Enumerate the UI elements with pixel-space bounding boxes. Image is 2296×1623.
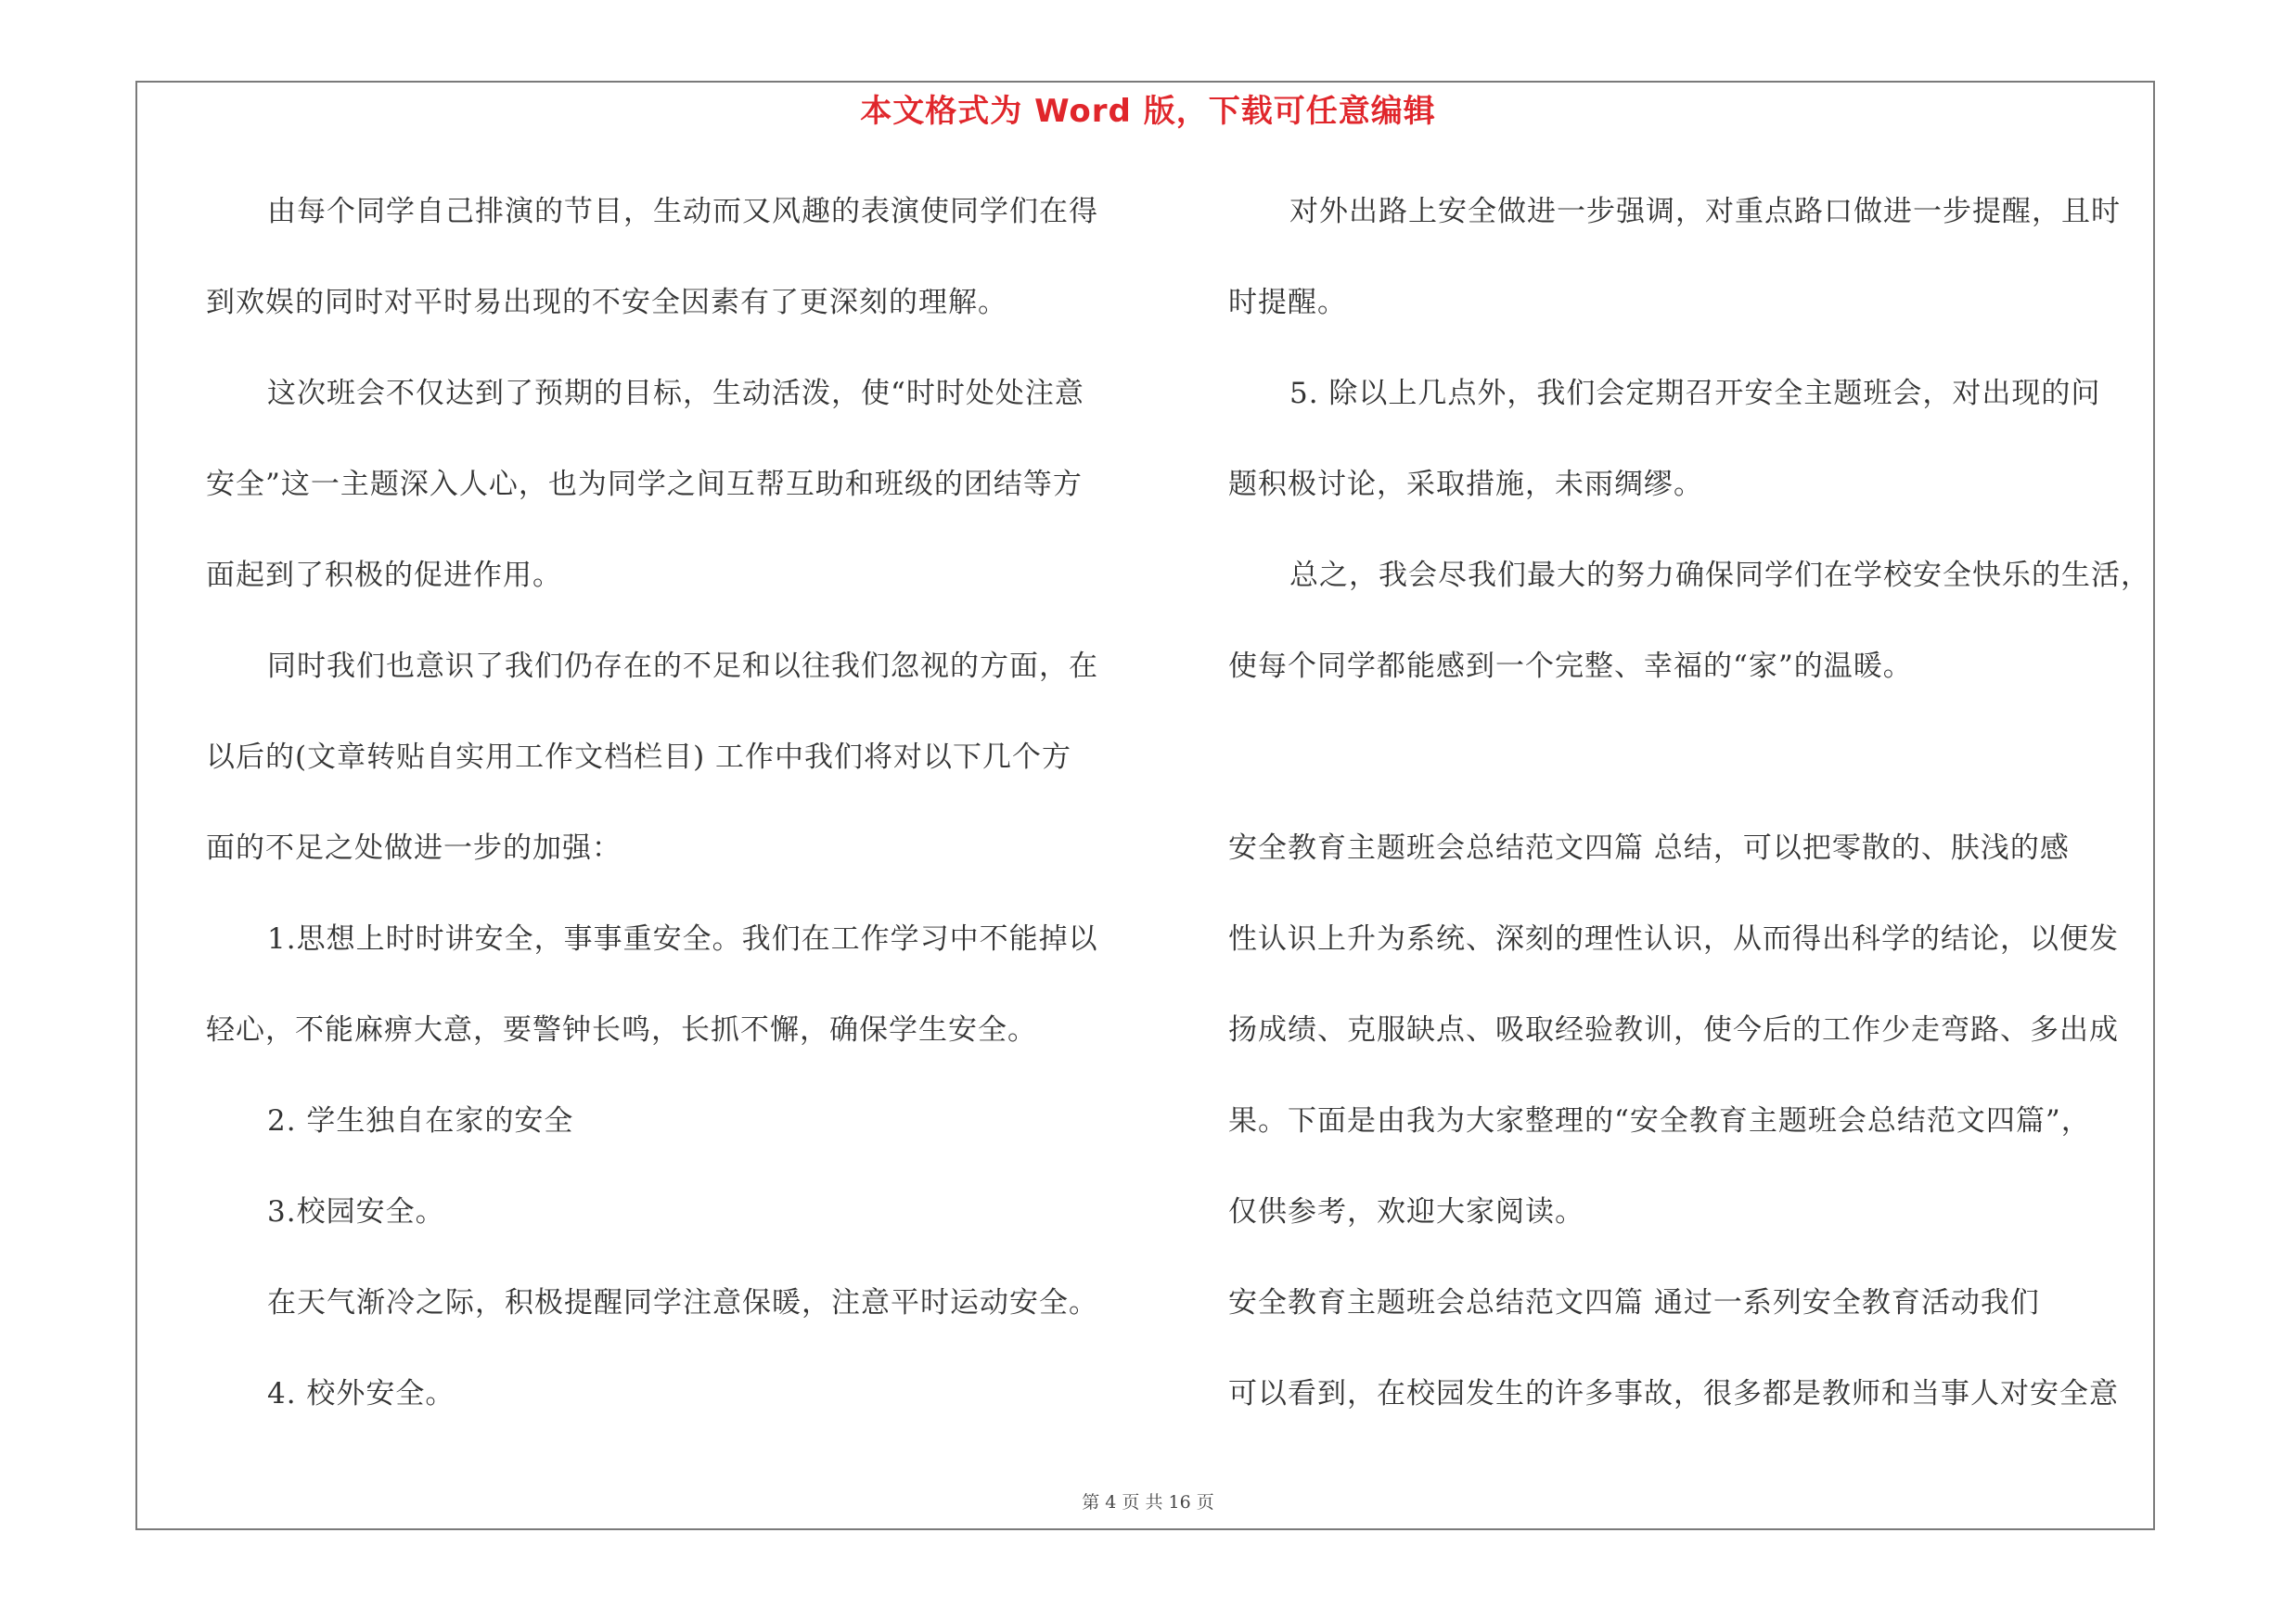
text-line: 3.校园安全。 bbox=[267, 1195, 445, 1229]
text-line: 这次班会不仅达到了预期的目标，生动活泼，使“时时处处注意 bbox=[267, 377, 1084, 410]
text-line: 题积极讨论，采取措施，未雨绸缪。 bbox=[1228, 468, 1703, 501]
word-format-banner: 本文格式为 Word 版，下载可任意编辑 bbox=[860, 93, 1436, 130]
text-line: 在天气渐冷之际，积极提醒同学注意保暖，注意平时运动安全。 bbox=[267, 1286, 1098, 1320]
text-line: 仅供参考，欢迎大家阅读。 bbox=[1228, 1195, 1584, 1229]
blank-line bbox=[1228, 728, 2165, 818]
text-line: 对外出路上安全做进一步强调，对重点路口做进一步提醒，且时 bbox=[1289, 195, 2121, 228]
text-line: 可以看到，在校园发生的许多事故，很多都是教师和当事人对安全意 bbox=[1228, 1377, 2119, 1410]
text-line: 安全教育主题班会总结范文四篇 总结，可以把零散的、肤浅的感 bbox=[1228, 831, 2070, 865]
text-line: 安全”这一主题深入人心，也为同学之间互帮互助和班级的团结等方 bbox=[206, 468, 1083, 501]
right-text-column bbox=[1228, 182, 2165, 1455]
text-line: 5. 除以上几点外，我们会定期召开安全主题班会，对出现的问 bbox=[1289, 377, 2101, 410]
text-line: 总之，我会尽我们最大的努力确保同学们在学校安全快乐的生活， bbox=[1289, 559, 2150, 592]
page-number-footer: 第 4 页 共 16 页 bbox=[1082, 1492, 1214, 1513]
text-line: 扬成绩、克服缺点、吸取经验教训，使今后的工作少走弯路、多出成 bbox=[1228, 1013, 2119, 1047]
text-line: 面起到了积极的促进作用。 bbox=[206, 559, 562, 592]
left-text-column bbox=[206, 182, 1134, 1455]
text-line: 同时我们也意识了我们仍存在的不足和以往我们忽视的方面，在 bbox=[267, 650, 1098, 683]
text-line: 到欢娱的同时对平时易出现的不安全因素有了更深刻的理解。 bbox=[206, 286, 1007, 319]
text-line: 时提醒。 bbox=[1228, 286, 1347, 319]
text-line: 果。下面是由我为大家整理的“安全教育主题班会总结范文四篇”， bbox=[1228, 1104, 2091, 1138]
text-line: 由每个同学自己排演的节目，生动而又风趣的表演使同学们在得 bbox=[267, 195, 1098, 228]
text-line: 使每个同学都能感到一个完整、幸福的“家”的温暖。 bbox=[1228, 650, 1913, 683]
text-line: 安全教育主题班会总结范文四篇 通过一系列安全教育活动我们 bbox=[1228, 1286, 2040, 1320]
text-line: 以后的(文章转贴自实用工作文档栏目) 工作中我们将对以下几个方 bbox=[206, 741, 1072, 774]
text-line: 面的不足之处做进一步的加强： bbox=[206, 831, 622, 865]
text-line: 轻心，不能麻痹大意，要警钟长鸣，长抓不懈，确保学生安全。 bbox=[206, 1013, 1037, 1047]
text-line: 2. 学生独自在家的安全 bbox=[267, 1104, 574, 1138]
text-line: 性认识上升为系统、深刻的理性认识，从而得出科学的结论，以便发 bbox=[1228, 922, 2119, 956]
text-line: 1.思想上时时讲安全，事事重安全。我们在工作学习中不能掉以 bbox=[267, 922, 1098, 956]
text-line: 4. 校外安全。 bbox=[267, 1377, 455, 1410]
